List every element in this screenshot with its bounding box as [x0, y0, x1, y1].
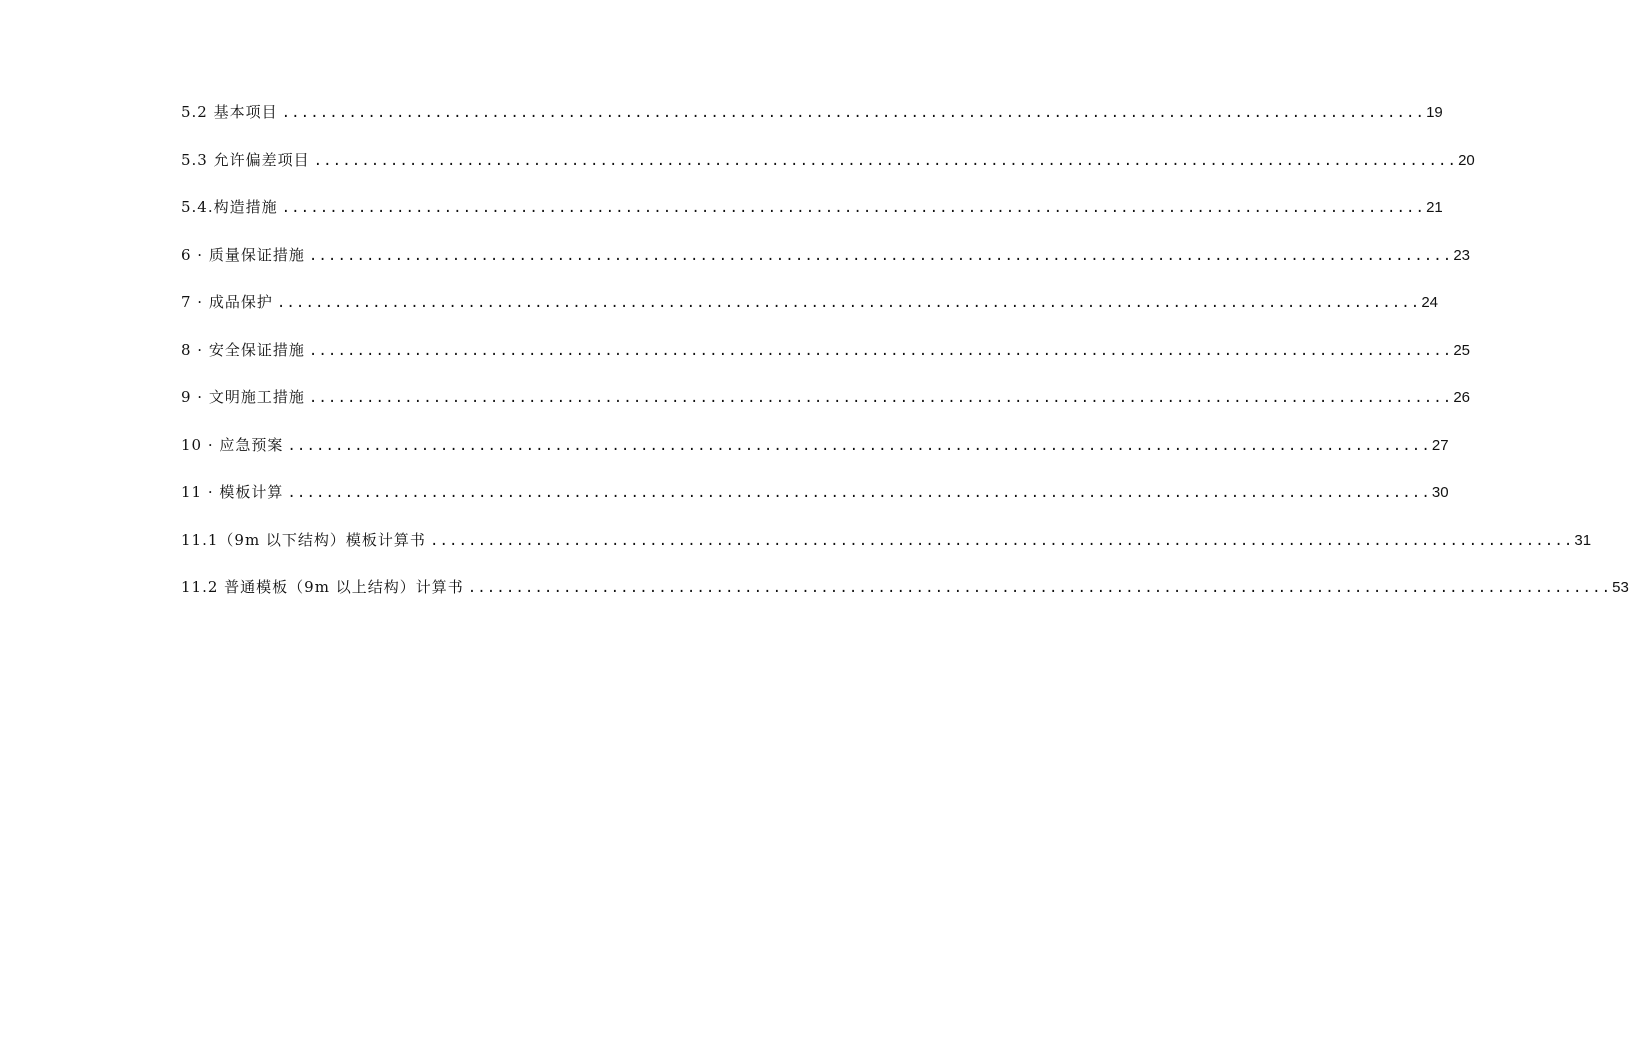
- toc-dot-leader: ........................................................................................................................: [281, 105, 1426, 121]
- toc-dot-leader: ........................................................................................................................: [308, 390, 1453, 406]
- toc-dot-leader: ........................................................................................................................: [467, 580, 1612, 596]
- toc-page-number: 26: [1453, 389, 1470, 406]
- toc-page-number: 23: [1453, 246, 1470, 264]
- toc-entry-label: 9 · 文明施工措施: [181, 388, 305, 406]
- toc-page-number: 21: [1426, 199, 1443, 216]
- toc-entry[interactable]: [181, 384, 1470, 432]
- toc-entry-label: 10 · 应急预案: [181, 435, 284, 454]
- toc-entry-label: 5.3 允许偏差项目: [181, 150, 310, 169]
- toc-entry-label: 11.2 普通模板（9m 以上结构）计算书: [181, 578, 464, 596]
- toc-dot-leader: ........................................................................................................................: [313, 152, 1458, 169]
- toc-entry[interactable]: [181, 289, 1438, 337]
- toc-page-number: 20: [1458, 151, 1475, 169]
- toc-entry[interactable]: [181, 147, 1475, 195]
- toc-dot-leader: ........................................................................................................................: [281, 200, 1426, 216]
- toc-entry-label: 11.1（9m 以下结构）模板计算书: [181, 530, 426, 549]
- toc-page-number: 27: [1431, 436, 1449, 454]
- toc-entry-label: 7 · 成品保护: [181, 293, 273, 311]
- toc-page-number: 19: [1426, 104, 1443, 121]
- toc-dot-leader: ........................................................................................................................: [276, 295, 1421, 311]
- toc-entry[interactable]: [181, 479, 1449, 527]
- toc-dot-leader: ........................................................................................................................: [287, 485, 1431, 501]
- toc-dot-leader: ........................................................................................................................: [429, 532, 1574, 549]
- toc-page-number: 25: [1453, 341, 1470, 359]
- toc-entry-label: 6 · 质量保证措施: [181, 245, 305, 264]
- toc-entry-label: 8 · 安全保证措施: [181, 340, 305, 359]
- toc-dot-leader: ........................................................................................................................: [308, 342, 1453, 359]
- toc-entry[interactable]: [181, 527, 1592, 575]
- toc-page-number: 53: [1612, 579, 1629, 596]
- toc-entry[interactable]: [181, 194, 1443, 242]
- toc-entry[interactable]: [181, 432, 1449, 480]
- table-of-contents: [181, 99, 1629, 622]
- toc-page-number: 30: [1431, 484, 1449, 501]
- toc-entry-label: 5.2 基本项目: [181, 103, 278, 121]
- toc-page-number: 31: [1574, 531, 1592, 549]
- toc-entry[interactable]: [181, 337, 1470, 385]
- toc-entry[interactable]: [181, 99, 1443, 147]
- toc-dot-leader: ........................................................................................................................: [287, 437, 1431, 454]
- toc-page-number: 24: [1421, 294, 1438, 311]
- toc-entry-label: 5.4.构造措施: [181, 198, 278, 216]
- toc-dot-leader: ........................................................................................................................: [308, 247, 1453, 264]
- toc-entry[interactable]: [181, 242, 1470, 290]
- toc-entry[interactable]: [181, 574, 1629, 622]
- toc-entry-label: 11 · 模板计算: [181, 483, 284, 501]
